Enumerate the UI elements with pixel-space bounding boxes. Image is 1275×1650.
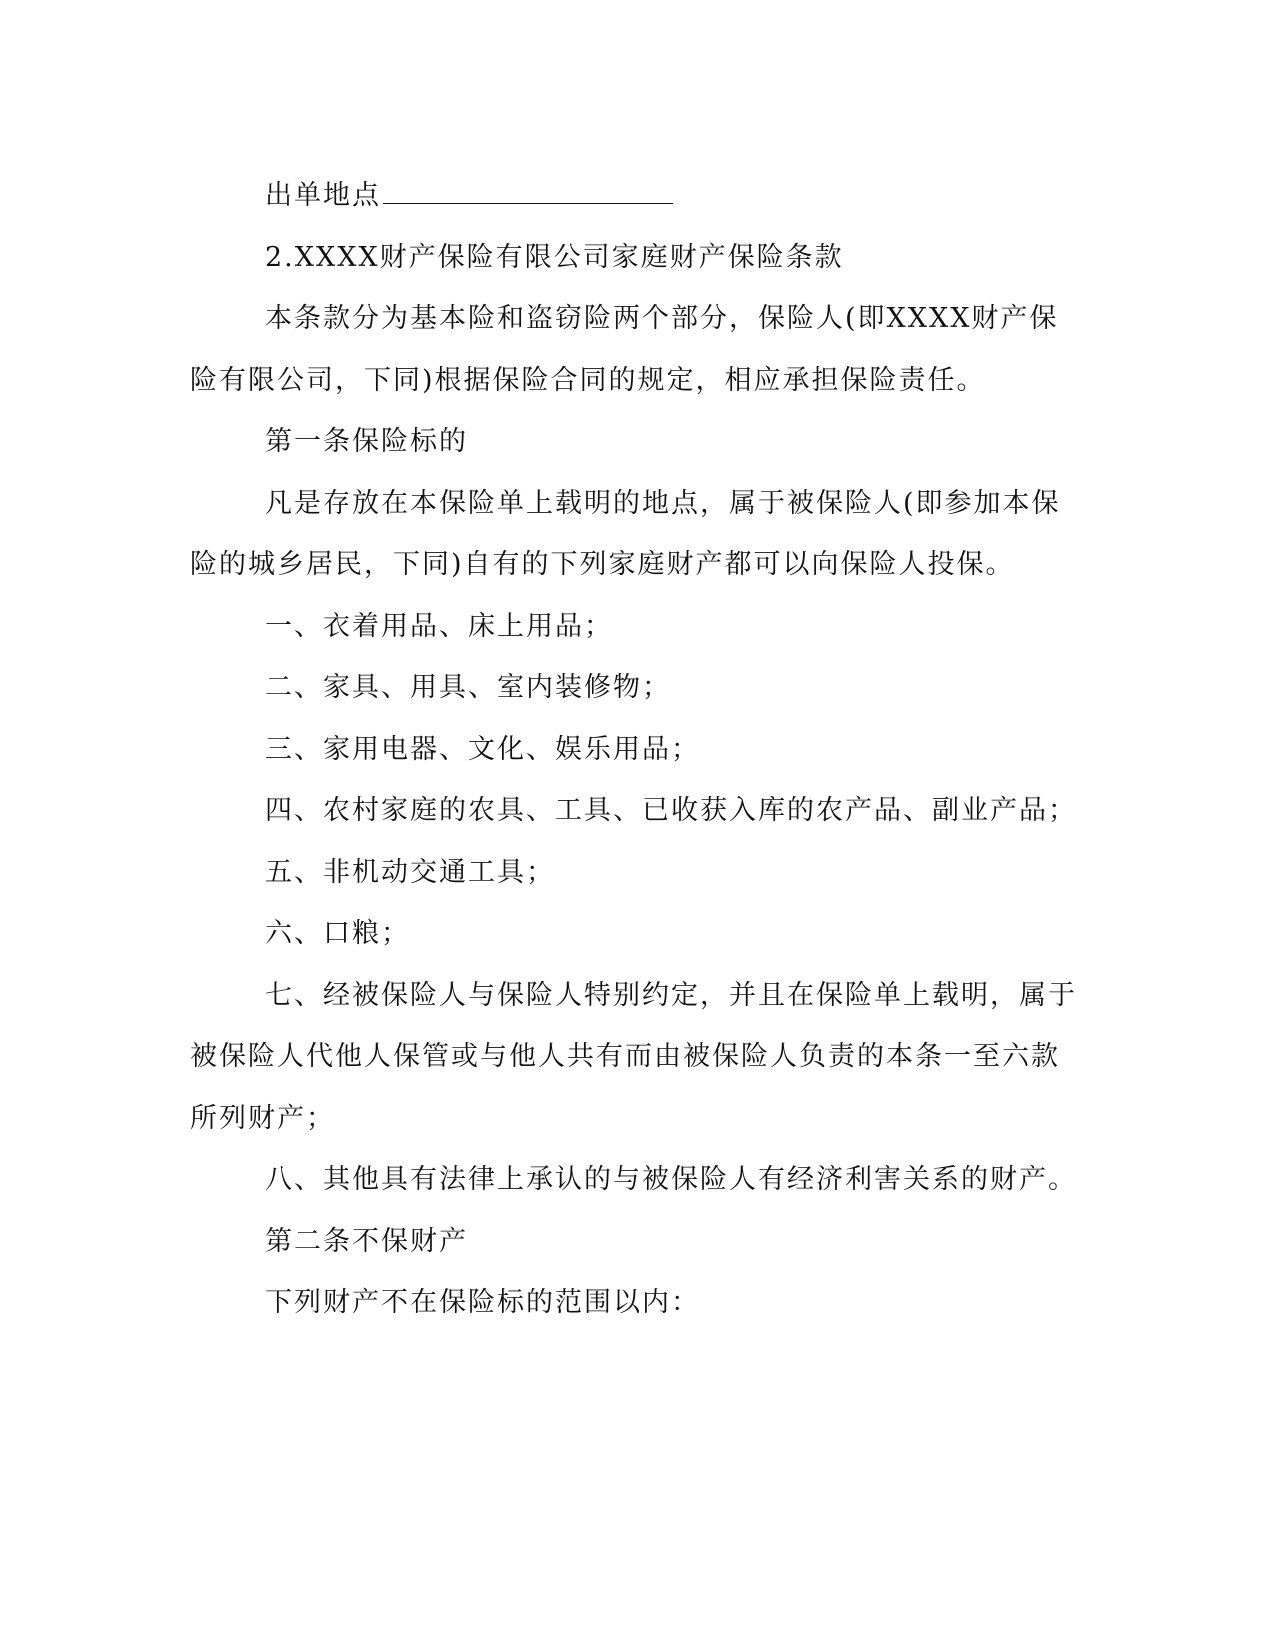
issue-place-label: 出单地点 [265,180,381,211]
article-1-text: 凡是存放在本保险单上载明的地点，属于被保险人(即参加本保险的城乡居民，下同)自有的下列家庭财产都可以向保险人投保。 [190,487,1061,580]
list-item: 一、衣着用品、床上用品； [265,610,613,642]
document-body [190,165,1080,1334]
list-item: 八、其他具有法律上承认的与被保险人有经济利害关系的财产。 [265,1164,1077,1195]
issue-place-line [190,165,1080,227]
article-2-title: 第二条不保财产 [265,1225,468,1257]
list-item: 三、家用电器、文化、娱乐用品； [265,733,700,765]
list-item: 七、经被保险人与保险人特别约定，并且在保险单上载明，属于被保险人代他人保管或与他人共有而由被保险人负责的本条一至六款所列财产； [190,979,1077,1134]
list-item: 五、非机动交通工具； [265,856,555,888]
list-item: 二、家具、用具、室内装修物； [265,672,671,703]
intro-paragraph: 本条款分为基本险和盗窃险两个部分，保险人(即XXXX财产保险有限公司，下同)根据保险合同的规定，相应承担保险责任。 [190,303,1059,396]
article-2-text: 下列财产不在保险标的范围以内： [265,1287,700,1318]
article-1-title: 第一条保险标的 [265,426,468,457]
list-item: 六、口粮； [265,918,410,949]
list-item: 四、农村家庭的农具、工具、已收获入库的农产品、副业产品； [265,795,1077,826]
clause-heading: 2.XXXX财产保险有限公司家庭财产保险条款 [265,241,844,273]
issue-place-blank [383,183,673,204]
